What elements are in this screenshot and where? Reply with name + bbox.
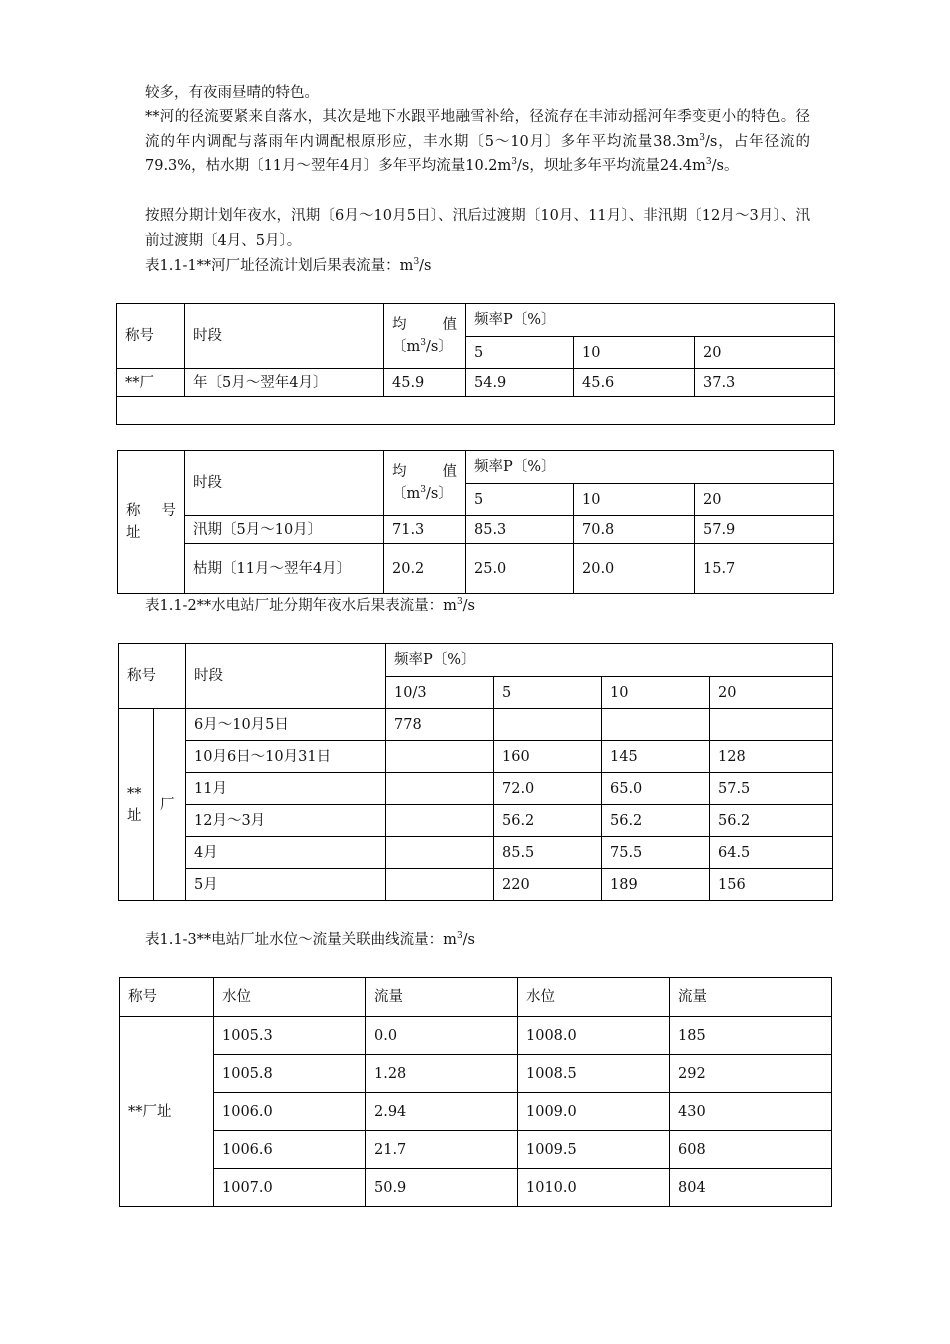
table-cell: 75.5	[602, 837, 710, 869]
superscript: 3	[705, 157, 712, 168]
site-cell: 厂	[154, 709, 186, 901]
table-cell: 1.28	[366, 1055, 518, 1093]
site-cell	[119, 709, 154, 901]
table-cell: 128	[710, 741, 833, 773]
mean-label	[392, 314, 457, 336]
table-cell: 778	[386, 709, 494, 741]
table-cell: 1008.5	[518, 1055, 670, 1093]
table-row	[118, 544, 834, 594]
superscript: 3	[420, 338, 426, 349]
table-cell: 70.8	[574, 516, 695, 544]
table-cell	[386, 805, 494, 837]
table-cell: 45.6	[574, 369, 695, 397]
header-name: 称号	[120, 978, 214, 1017]
runoff-text-b: /s，占年径流的79.3%，枯水期〔11月～翌年4月〕多年平均流量10.2m	[145, 133, 810, 174]
unit-text: /s〕	[425, 486, 453, 502]
caption-unit: /s	[419, 258, 432, 274]
table-cell: 5月	[186, 869, 386, 901]
table-cell: 6月～10月5日	[186, 709, 386, 741]
header-name	[118, 451, 185, 594]
table-cell: 292	[670, 1055, 832, 1093]
table-cell: 37.3	[695, 369, 835, 397]
table-cell: **厂	[117, 369, 185, 397]
table-cell: 804	[670, 1169, 832, 1207]
freq-col: 10	[574, 337, 695, 369]
table-row	[118, 516, 834, 544]
superscript: 3	[456, 931, 463, 942]
header-water-level: 水位	[518, 978, 670, 1017]
table-cell	[494, 709, 602, 741]
flood-design-table	[118, 643, 833, 901]
mean-unit	[392, 336, 457, 358]
flood-period-paragraph: 按照分期计划年夜水，汛期〔6月～10月5日〕、汛后过渡期〔10月、11月〕、非汛期〔12月～3月〕、汛前过渡期〔4月、5月〕。	[145, 208, 810, 249]
header-flow: 流量	[670, 978, 832, 1017]
caption-text: 表1.1-3**电站厂址水位～流量关联曲线流量：m	[145, 932, 457, 948]
runoff-text-c: /s，坝址多年平均流量24.4m	[517, 158, 706, 174]
superscript: 3	[413, 257, 420, 268]
superscript: 3	[699, 132, 706, 143]
header-name: 称号	[119, 644, 186, 709]
table-cell: 45.9	[384, 369, 466, 397]
header-frequency: 频率P〔%〕	[466, 304, 835, 337]
table-cell: 0.0	[366, 1017, 518, 1055]
name-label	[126, 500, 176, 522]
table-cell: 汛期〔5月～10月〕	[185, 516, 384, 544]
table-cell: 21.7	[366, 1131, 518, 1169]
stage-discharge-table	[119, 977, 832, 1207]
table-cell	[386, 837, 494, 869]
table-cell: 1009.5	[518, 1131, 670, 1169]
table-row	[119, 773, 833, 805]
table-header-row	[120, 978, 832, 1017]
table-cell	[710, 709, 833, 741]
table-header-row	[117, 304, 835, 337]
runoff-paragraph	[145, 105, 810, 179]
table-cell: 160	[494, 741, 602, 773]
header-mean	[384, 451, 466, 516]
mean-char: 均	[392, 464, 423, 480]
table-cell: 85.3	[466, 516, 574, 544]
table-cell: 12月～3月	[186, 805, 386, 837]
freq-col: 10/3	[386, 677, 494, 709]
table-header-row	[119, 644, 833, 677]
mean-char: 值	[442, 317, 458, 333]
header-water-level: 水位	[214, 978, 366, 1017]
runoff-text-d: /s。	[711, 158, 739, 174]
runoff-text-a: **河的径流要紧来自落水，其次是地下水跟平地融雪补给，径流存在丰沛动摇河年季变更小的特色。径流的年内调配与落雨年内调配根原形应，丰水期〔5～10月〕多年平均流量38.3m	[145, 109, 810, 150]
site-cell: **厂址	[120, 1017, 214, 1207]
freq-col: 20	[695, 484, 834, 516]
table-cell: 1010.0	[518, 1169, 670, 1207]
table-row	[120, 1131, 832, 1169]
table-row	[119, 741, 833, 773]
name-label: 址	[126, 525, 141, 541]
table-cell: 56.2	[602, 805, 710, 837]
table-cell: 11月	[186, 773, 386, 805]
header-period: 时段	[185, 304, 384, 369]
table-cell: 72.0	[494, 773, 602, 805]
table-cell: 1006.0	[214, 1093, 366, 1131]
empty-cell	[117, 397, 835, 425]
table-cell: 185	[670, 1017, 832, 1055]
name-char: 号	[161, 503, 177, 519]
mean-label	[392, 461, 457, 483]
table-cell: 156	[710, 869, 833, 901]
table-cell	[602, 709, 710, 741]
table-cell: 1008.0	[518, 1017, 670, 1055]
table-cell	[185, 544, 384, 594]
table-caption-3	[145, 928, 475, 952]
table-cell: 608	[670, 1131, 832, 1169]
superscript: 3	[511, 157, 518, 168]
caption-text: 表1.1-1**河厂址径流计划后果表流量：m	[145, 258, 414, 274]
site-label: **	[127, 785, 142, 802]
unit-text: 〔m	[392, 339, 421, 355]
table-cell: 20.0	[574, 544, 695, 594]
freq-col: 5	[466, 484, 574, 516]
header-frequency: 频率P〔%〕	[466, 451, 834, 484]
table-cell: 50.9	[366, 1169, 518, 1207]
table-cell: 71.3	[384, 516, 466, 544]
freq-col: 5	[494, 677, 602, 709]
header-period: 时段	[185, 451, 384, 516]
superscript: 3	[420, 485, 426, 496]
table-cell: 1006.6	[214, 1131, 366, 1169]
table-cell: 65.0	[602, 773, 710, 805]
table-cell: 57.9	[695, 516, 834, 544]
table-row	[119, 869, 833, 901]
table-cell: 年〔5月～翌年4月〕	[185, 369, 384, 397]
superscript: 3	[456, 597, 463, 608]
table-cell: 54.9	[466, 369, 574, 397]
mean-char: 均	[392, 317, 423, 333]
header-mean	[384, 304, 466, 369]
table-cell: 15.7	[695, 544, 834, 594]
table-row	[119, 709, 833, 741]
table-cell: 1005.8	[214, 1055, 366, 1093]
table-cell: 145	[602, 741, 710, 773]
runoff-design-table	[116, 303, 835, 425]
table-caption-2	[145, 594, 475, 618]
table-cell: 1005.3	[214, 1017, 366, 1055]
table-row	[120, 1055, 832, 1093]
header-name: 称号	[117, 304, 185, 369]
mean-char: 值	[442, 464, 458, 480]
table-cell: 4月	[186, 837, 386, 869]
table-row	[120, 1093, 832, 1131]
freq-col: 10	[574, 484, 695, 516]
table-row	[119, 805, 833, 837]
caption-unit: /s	[462, 932, 475, 948]
table-cell: 64.5	[710, 837, 833, 869]
table-row	[120, 1169, 832, 1207]
table-cell	[386, 773, 494, 805]
table-cell: 20.2	[384, 544, 466, 594]
table-cell: 56.2	[494, 805, 602, 837]
name-char: 称	[126, 503, 149, 519]
table-cell	[386, 741, 494, 773]
site-label: 址	[127, 807, 142, 824]
table-cell: 189	[602, 869, 710, 901]
unit-text: 〔m	[392, 486, 421, 502]
caption-text: 表1.1-2**水电站厂址分期年夜水后果表流量：m	[145, 598, 457, 614]
freq-col: 20	[710, 677, 833, 709]
text-line: 较多，有夜雨昼晴的特色。	[145, 85, 319, 101]
table-row	[120, 1017, 832, 1055]
table-cell: 10月6日～10月31日	[186, 741, 386, 773]
table-cell: 430	[670, 1093, 832, 1131]
seasonal-runoff-table	[117, 450, 834, 594]
period-label: 枯期〔11月～翌年4月〕	[193, 560, 352, 577]
table-cell: 85.5	[494, 837, 602, 869]
freq-col: 5	[466, 337, 574, 369]
table-cell: 1009.0	[518, 1093, 670, 1131]
mean-unit	[392, 483, 457, 505]
header-flow: 流量	[366, 978, 518, 1017]
header-period: 时段	[186, 644, 386, 709]
table-header-row	[118, 451, 834, 484]
freq-col: 10	[602, 677, 710, 709]
table-row-empty	[117, 397, 835, 425]
table-cell: 220	[494, 869, 602, 901]
table-cell: 56.2	[710, 805, 833, 837]
table-cell: 1007.0	[214, 1169, 366, 1207]
table-cell	[386, 869, 494, 901]
header-frequency: 频率P〔%〕	[386, 644, 833, 677]
freq-col: 20	[695, 337, 835, 369]
table-cell: 57.5	[710, 773, 833, 805]
caption-unit: /s	[462, 598, 475, 614]
table-row	[117, 369, 835, 397]
table-row	[119, 837, 833, 869]
table-cell: 25.0	[466, 544, 574, 594]
table-caption-1	[145, 254, 432, 278]
table-cell: 2.94	[366, 1093, 518, 1131]
unit-text: /s〕	[425, 339, 453, 355]
